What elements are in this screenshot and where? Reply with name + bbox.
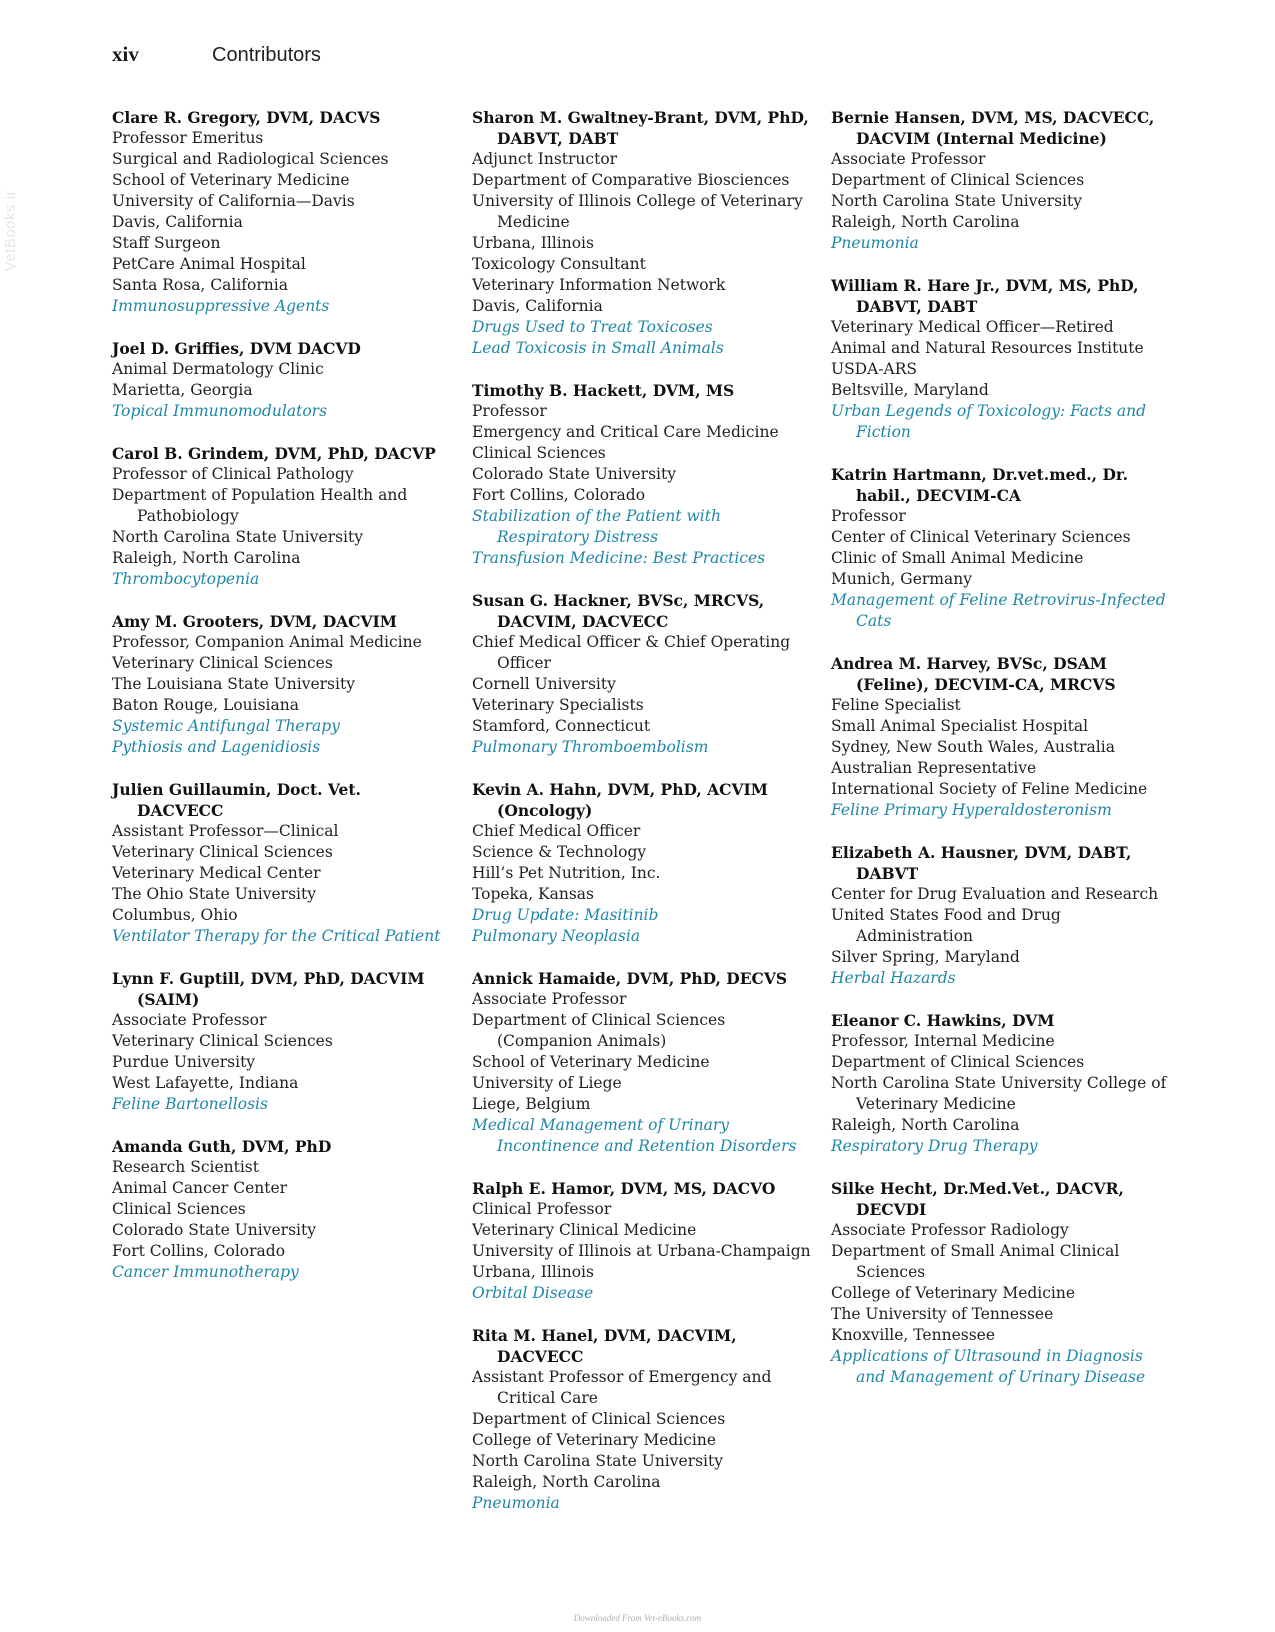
affiliation-line: Veterinary Specialists [472,696,644,714]
affiliation-line: Clinical Sciences [472,444,606,462]
affiliation-line: Veterinary Clinical Medicine [472,1221,697,1239]
contributor-name: Katrin Hartmann, Dr.vet.med., Dr. habil., DECVIM-CA [831,465,1129,505]
affiliation-line: University of Illinois at Urbana-Champaign [472,1242,811,1260]
chapter-title-link[interactable]: Ventilator Therapy for the Critical Patient [112,927,441,945]
contributor-entry [472,1325,812,1514]
affiliation-line: Silver Spring, Maryland [831,948,1020,966]
affiliation-line: Knoxville, Tennessee [831,1326,995,1344]
contributor-name: Timothy B. Hackett, DVM, MS [472,381,735,400]
affiliation-line: Professor, Companion Animal Medicine [112,633,422,651]
chapter-title-link[interactable]: Topical Immunomodulators [112,402,328,420]
contributor-entry [112,338,452,422]
affiliation-line: Professor, Internal Medicine [831,1032,1055,1050]
affiliation-line: Fort Collins, Colorado [112,1242,286,1260]
contributor-entry [472,107,812,359]
contributor-entry [112,968,452,1115]
contributor-name: Clare R. Gregory, DVM, DACVS [112,108,381,127]
chapter-title-link[interactable]: Pythiosis and Lagenidiosis [112,738,321,756]
affiliation-line: Professor Emeritus [112,129,264,147]
affiliation-line: Department of Population Health and Pathobiology [112,486,408,525]
affiliation-line: Stamford, Connecticut [472,717,651,735]
contributor-name: Bernie Hansen, DVM, MS, DACVECC, DACVIM (Internal Medicine) [831,108,1155,148]
contributor-entry [112,779,452,947]
affiliation-line: North Carolina State University [112,528,364,546]
affiliation-line: Department of Clinical Sciences (Companion Animals) [472,1011,726,1050]
affiliation-line: Veterinary Information Network [472,276,726,294]
affiliation-line: Colorado State University [112,1221,316,1239]
affiliation-line: Davis, California [112,213,243,231]
affiliation-line: North Carolina State University [472,1452,724,1470]
affiliation-line: Chief Medical Officer [472,822,641,840]
contributor-name: Amanda Guth, DVM, PhD [112,1137,332,1156]
contributor-entry [831,1178,1171,1388]
contributors-column-1 [112,107,452,1304]
chapter-title-link[interactable]: Respiratory Drug Therapy [831,1137,1038,1155]
contributor-entry [472,380,812,569]
affiliation-line: Raleigh, North Carolina [831,1116,1020,1134]
affiliation-line: Associate Professor [472,990,627,1008]
affiliation-line: Department of Small Animal Clinical Sciences [831,1242,1120,1281]
affiliation-line: Small Animal Specialist Hospital [831,717,1089,735]
chapter-title-link[interactable]: Medical Management of Urinary Incontinence and Retention Disorders [472,1116,797,1155]
affiliation-line: Professor [831,507,906,525]
affiliation-line: Professor [472,402,547,420]
affiliation-line: Surgical and Radiological Sciences [112,150,389,168]
contributor-name: Carol B. Grindem, DVM, PhD, DACVP [112,444,436,463]
chapter-title-link[interactable]: Orbital Disease [472,1284,594,1302]
contributor-name: Sharon M. Gwaltney-Brant, DVM, PhD, DABVT, DABT [472,108,809,148]
affiliation-line: Urbana, Illinois [472,1263,594,1281]
chapter-title-link[interactable]: Stabilization of the Patient with Respiratory Distress [472,507,721,546]
affiliation-line: School of Veterinary Medicine [112,171,350,189]
chapter-title-link[interactable]: Cancer Immunotherapy [112,1263,299,1281]
affiliation-line: Assistant Professor—Clinical [112,822,339,840]
affiliation-line: University of Liege [472,1074,622,1092]
affiliation-line: Adjunct Instructor [472,150,618,168]
chapter-title-link[interactable]: Pulmonary Thromboembolism [472,738,709,756]
contributor-entry [472,1178,812,1304]
affiliation-line: Fort Collins, Colorado [472,486,646,504]
affiliation-line: PetCare Animal Hospital [112,255,306,273]
contributor-entry [831,653,1171,821]
page-number: xiv [112,42,139,66]
affiliation-line: Baton Rouge, Louisiana [112,696,299,714]
contributor-name: Elizabeth A. Hausner, DVM, DABT, DABVT [831,843,1132,883]
affiliation-line: Clinic of Small Animal Medicine [831,549,1084,567]
affiliation-line: Australian Representative [831,759,1037,777]
affiliation-line: Clinical Sciences [112,1200,246,1218]
chapter-title-link[interactable]: Herbal Hazards [831,969,956,987]
affiliation-line: University of Illinois College of Veterinary Medicine [472,192,803,231]
affiliation-line: Topeka, Kansas [472,885,595,903]
contributor-entry [831,107,1171,254]
contributor-name: William R. Hare Jr., DVM, MS, PhD, DABVT, DABT [831,276,1139,316]
affiliation-line: Science & Technology [472,843,647,861]
affiliation-line: Animal Cancer Center [112,1179,288,1197]
affiliation-line: Research Scientist [112,1158,259,1176]
affiliation-line: Clinical Professor [472,1200,612,1218]
affiliation-line: North Carolina State University College of Veterinary Medicine [831,1074,1167,1113]
chapter-title-link[interactable]: Systemic Antifungal Therapy [112,717,340,735]
affiliation-line: Associate Professor [831,150,986,168]
affiliation-line: Veterinary Clinical Sciences [112,843,333,861]
affiliation-line: Veterinary Medical Officer—Retired [831,318,1114,336]
affiliation-line: Marietta, Georgia [112,381,253,399]
affiliation-line: Purdue University [112,1053,256,1071]
affiliation-line: Assistant Professor of Emergency and Critical Care [472,1368,772,1407]
contributor-name: Lynn F. Guptill, DVM, PhD, DACVIM (SAIM) [112,969,425,1009]
contributors-column-3 [831,107,1171,1409]
affiliation-line: Center of Clinical Veterinary Sciences [831,528,1131,546]
chapter-title-link[interactable]: Thrombocytopenia [112,570,260,588]
affiliation-line: Liege, Belgium [472,1095,591,1113]
affiliation-line: Veterinary Clinical Sciences [112,654,333,672]
contributor-name: Eleanor C. Hawkins, DVM [831,1011,1055,1030]
chapter-title-link[interactable]: Pneumonia [831,234,919,252]
chapter-title-link[interactable]: Drug Update: Masitinib [472,906,659,924]
chapter-title-link[interactable]: Lead Toxicosis in Small Animals [472,339,724,357]
affiliation-line: Associate Professor Radiology [831,1221,1069,1239]
page-header [112,42,321,67]
contributor-entry [831,842,1171,989]
chapter-title-link[interactable]: Urban Legends of Toxicology: Facts and Fiction [831,402,1147,441]
contributor-name: Andrea M. Harvey, BVSc, DSAM (Feline), DECVIM-CA, MRCVS [831,654,1116,694]
contributor-entry [112,611,452,758]
affiliation-line: Beltsville, Maryland [831,381,989,399]
contributor-name: Silke Hecht, Dr.Med.Vet., DACVR, DECVDI [831,1179,1124,1219]
chapter-title-link[interactable]: Pulmonary Neoplasia [472,927,641,945]
contributors-column-2 [472,107,812,1535]
affiliation-line: Chief Medical Officer & Chief Operating Officer [472,633,791,672]
affiliation-line: Urbana, Illinois [472,234,594,252]
affiliation-line: International Society of Feline Medicine [831,780,1148,798]
affiliation-line: Raleigh, North Carolina [112,549,301,567]
affiliation-line: The Louisiana State University [112,675,355,693]
contributor-name: Susan G. Hackner, BVSc, MRCVS, DACVIM, DACVECC [472,591,765,631]
chapter-title-link[interactable]: Immunosuppressive Agents [112,297,330,315]
affiliation-line: Davis, California [472,297,603,315]
affiliation-line: Department of Clinical Sciences [472,1410,726,1428]
contributor-entry [831,464,1171,632]
affiliation-line: Santa Rosa, California [112,276,288,294]
affiliation-line: United States Food and Drug Administration [831,906,1061,945]
affiliation-line: Staff Surgeon [112,234,221,252]
chapter-title-link[interactable]: Feline Primary Hyperaldosteronism [831,801,1112,819]
affiliation-line: College of Veterinary Medicine [831,1284,1076,1302]
chapter-title-link[interactable]: Pneumonia [472,1494,560,1512]
chapter-title-link[interactable]: Applications of Ultrasound in Diagnosis and Management of Urinary Disease [831,1347,1146,1386]
contributor-name: Rita M. Hanel, DVM, DACVIM, DACVECC [472,1326,737,1366]
affiliation-line: School of Veterinary Medicine [472,1053,710,1071]
affiliation-line: Cornell University [472,675,616,693]
affiliation-line: The University of Tennessee [831,1305,1054,1323]
affiliation-line: Toxicology Consultant [472,255,646,273]
affiliation-line: Raleigh, North Carolina [831,213,1020,231]
contributor-name: Annick Hamaide, DVM, PhD, DECVS [472,969,788,988]
contributor-name: Ralph E. Hamor, DVM, MS, DACVO [472,1179,776,1198]
affiliation-line: West Lafayette, Indiana [112,1074,299,1092]
chapter-title-link[interactable]: Transfusion Medicine: Best Practices [472,549,766,567]
affiliation-line: Department of Comparative Biosciences [472,171,790,189]
affiliation-line: Munich, Germany [831,570,972,588]
affiliation-line: Sydney, New South Wales, Australia [831,738,1115,756]
affiliation-line: Veterinary Clinical Sciences [112,1032,333,1050]
affiliation-line: Hill’s Pet Nutrition, Inc. [472,864,661,882]
chapter-title-link[interactable]: Drugs Used to Treat Toxicoses [472,318,713,336]
contributor-name: Kevin A. Hahn, DVM, PhD, ACVIM (Oncology) [472,780,768,820]
contributor-entry [112,107,452,317]
contributor-name: Joel D. Griffies, DVM DACVD [112,339,361,358]
affiliation-line: University of California—Davis [112,192,355,210]
contributor-entry [831,1010,1171,1157]
watermark: VetBooks.ir [2,190,19,272]
affiliation-line: Department of Clinical Sciences [831,1053,1085,1071]
download-footer: Downloaded From Vet-eBooks.com [573,1613,702,1623]
affiliation-line: North Carolina State University [831,192,1083,210]
contributor-entry [472,968,812,1157]
section-title: Contributors [212,44,321,66]
affiliation-line: College of Veterinary Medicine [472,1431,717,1449]
affiliation-line: The Ohio State University [112,885,316,903]
affiliation-line: USDA-ARS [831,360,918,378]
chapter-title-link[interactable]: Management of Feline Retrovirus-Infected Cats [831,591,1166,630]
affiliation-line: Center for Drug Evaluation and Research [831,885,1159,903]
affiliation-line: Colorado State University [472,465,676,483]
affiliation-line: Emergency and Critical Care Medicine [472,423,779,441]
affiliation-line: Columbus, Ohio [112,906,238,924]
affiliation-line: Animal and Natural Resources Institute [831,339,1144,357]
contributor-name: Julien Guillaumin, Doct. Vet. DACVECC [112,780,361,820]
affiliation-line: Associate Professor [112,1011,267,1029]
contributor-entry [472,590,812,758]
contributor-entry [112,1136,452,1283]
affiliation-line: Professor of Clinical Pathology [112,465,354,483]
affiliation-line: Raleigh, North Carolina [472,1473,661,1491]
affiliation-line: Department of Clinical Sciences [831,171,1085,189]
affiliation-line: Feline Specialist [831,696,961,714]
contributor-name: Amy M. Grooters, DVM, DACVIM [112,612,397,631]
contributor-entry [472,779,812,947]
chapter-title-link[interactable]: Feline Bartonellosis [112,1095,268,1113]
affiliation-line: Animal Dermatology Clinic [112,360,324,378]
contributor-entry [112,443,452,590]
contributor-entry [831,275,1171,443]
affiliation-line: Veterinary Medical Center [112,864,321,882]
